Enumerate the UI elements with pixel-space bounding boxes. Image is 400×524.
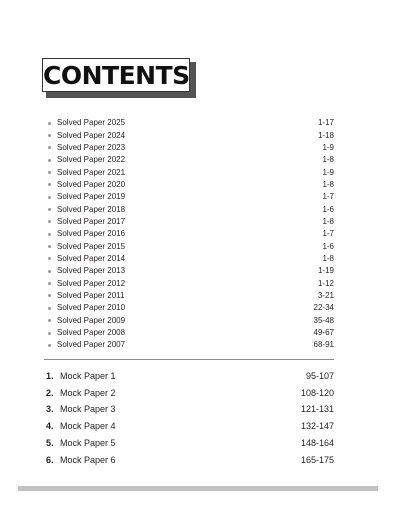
list-item[interactable] <box>46 368 334 385</box>
list-item[interactable] <box>48 327 334 339</box>
bullet-icon <box>48 307 51 310</box>
bullet-icon <box>48 270 51 273</box>
page-range: 49-67 <box>313 328 334 338</box>
item-number: 2. <box>46 387 54 398</box>
bullet-icon <box>48 146 51 149</box>
bullet-icon <box>48 332 51 335</box>
paper-title: Solved Paper 2019 <box>57 192 126 202</box>
list-item[interactable] <box>48 191 334 203</box>
paper-title: Solved Paper 2007 <box>57 340 126 350</box>
page-range: 1-17 <box>317 118 334 128</box>
list-item[interactable] <box>46 418 334 435</box>
item-number: 4. <box>46 421 54 432</box>
bullet-icon <box>48 257 51 260</box>
paper-title: Solved Paper 2024 <box>57 130 126 140</box>
item-number: 1. <box>46 370 54 381</box>
page-range: 121-131 <box>300 404 334 415</box>
bullet-icon <box>48 159 51 162</box>
list-item[interactable] <box>46 402 334 419</box>
item-number: 6. <box>46 454 54 465</box>
footer-bar <box>18 486 378 491</box>
list-item[interactable] <box>48 302 334 314</box>
page-range: 1-9 <box>322 167 334 177</box>
bullet-icon <box>48 344 51 347</box>
page-range: 1-8 <box>322 216 334 226</box>
list-item[interactable] <box>48 228 334 240</box>
list-item[interactable] <box>48 339 334 351</box>
bullet-icon <box>48 183 51 186</box>
page-range: 1-12 <box>317 278 334 288</box>
paper-title: Solved Paper 2022 <box>57 155 126 165</box>
page-range: 1-7 <box>322 229 334 239</box>
paper-title: Solved Paper 2023 <box>57 142 126 152</box>
page-range: 35-48 <box>313 315 334 325</box>
page-range: 3-21 <box>317 290 334 300</box>
solved-papers-list <box>48 117 334 352</box>
paper-title: Solved Paper 2009 <box>57 315 126 325</box>
contents-heading <box>42 58 196 98</box>
page-range: 1-8 <box>322 253 334 263</box>
bullet-icon <box>48 196 51 199</box>
page-range: 1-18 <box>317 130 334 140</box>
bullet-icon <box>48 171 51 174</box>
page-range: 1-9 <box>322 142 334 152</box>
item-number: 3. <box>46 404 54 415</box>
list-item[interactable] <box>46 452 334 469</box>
list-item[interactable] <box>48 240 334 252</box>
page-range: 68-91 <box>313 340 334 350</box>
bullet-icon <box>48 319 51 322</box>
page-title: CONTENTS <box>42 58 190 92</box>
list-item[interactable] <box>48 166 334 178</box>
paper-title: Solved Paper 2015 <box>57 241 126 251</box>
bullet-icon <box>48 220 51 223</box>
list-item[interactable] <box>48 265 334 277</box>
mock-title: Mock Paper 5 <box>60 438 116 449</box>
mock-papers-list <box>46 368 334 469</box>
paper-title: Solved Paper 2018 <box>57 204 126 214</box>
list-item[interactable] <box>48 142 334 154</box>
list-item[interactable] <box>48 253 334 265</box>
page-range: 148-164 <box>300 438 334 449</box>
page-range: 165-175 <box>300 454 334 465</box>
page-range: 1-6 <box>322 204 334 214</box>
bullet-icon <box>48 122 51 125</box>
list-item[interactable] <box>48 129 334 141</box>
page-range: 1-6 <box>322 241 334 251</box>
mock-title: Mock Paper 6 <box>60 454 116 465</box>
mock-title: Mock Paper 4 <box>60 421 116 432</box>
page-range: 95-107 <box>305 370 334 381</box>
page-range: 132-147 <box>300 421 334 432</box>
section-divider <box>44 359 334 360</box>
list-item[interactable] <box>48 277 334 289</box>
list-item[interactable] <box>48 216 334 228</box>
item-number: 5. <box>46 438 54 449</box>
page-range: 108-120 <box>300 387 334 398</box>
page-range: 1-8 <box>322 155 334 165</box>
page-range: 22-34 <box>313 303 334 313</box>
paper-title: Solved Paper 2016 <box>57 229 126 239</box>
bullet-icon <box>48 233 51 236</box>
paper-title: Solved Paper 2017 <box>57 216 126 226</box>
paper-title: Solved Paper 2013 <box>57 266 126 276</box>
bullet-icon <box>48 294 51 297</box>
paper-title: Solved Paper 2010 <box>57 303 126 313</box>
page-range: 1-19 <box>317 266 334 276</box>
list-item[interactable] <box>48 290 334 302</box>
bullet-icon <box>48 134 51 137</box>
bullet-icon <box>48 282 51 285</box>
list-item[interactable] <box>48 203 334 215</box>
paper-title: Solved Paper 2020 <box>57 179 126 189</box>
paper-title: Solved Paper 2014 <box>57 253 126 263</box>
mock-title: Mock Paper 3 <box>60 404 116 415</box>
bullet-icon <box>48 245 51 248</box>
paper-title: Solved Paper 2021 <box>57 167 126 177</box>
paper-title: Solved Paper 2011 <box>57 290 125 300</box>
bullet-icon <box>48 208 51 211</box>
paper-title: Solved Paper 2012 <box>57 278 126 288</box>
list-item[interactable] <box>48 179 334 191</box>
page-range: 1-8 <box>322 179 334 189</box>
mock-title: Mock Paper 2 <box>60 387 116 398</box>
list-item[interactable] <box>46 385 334 402</box>
list-item[interactable] <box>48 117 334 129</box>
paper-title: Solved Paper 2025 <box>57 118 126 128</box>
list-item[interactable] <box>48 315 334 327</box>
page-range: 1-7 <box>322 192 334 202</box>
list-item[interactable] <box>46 435 334 452</box>
list-item[interactable] <box>48 154 334 166</box>
mock-title: Mock Paper 1 <box>60 370 116 381</box>
paper-title: Solved Paper 2008 <box>57 328 126 338</box>
